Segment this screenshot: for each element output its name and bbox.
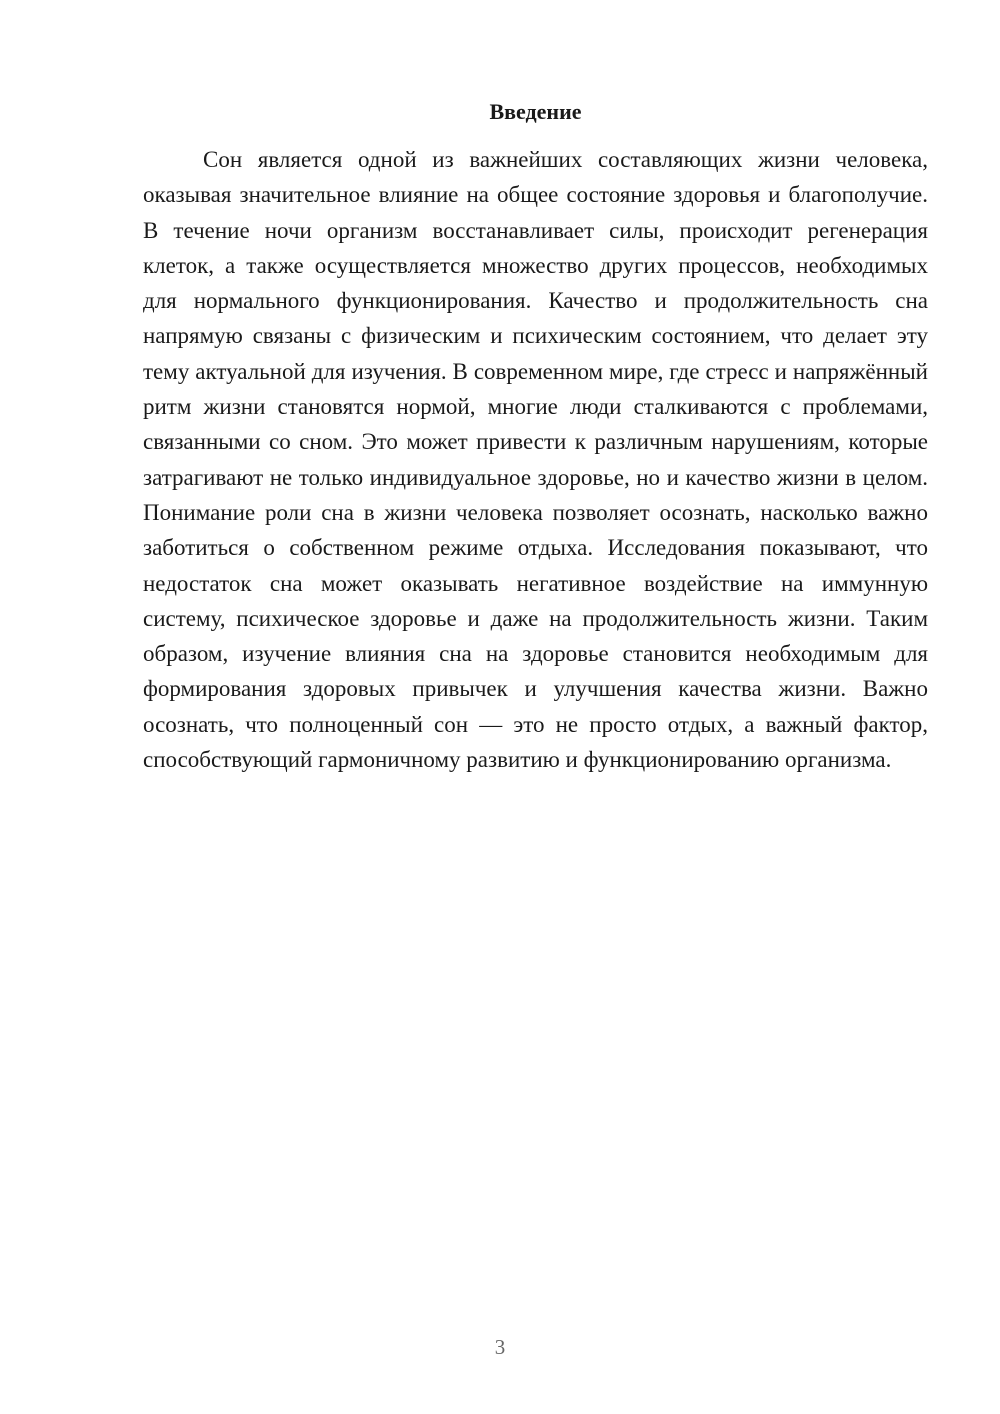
section-heading: Введение — [489, 99, 582, 124]
body-paragraph: Сон является одной из важнейших составляющих жизни человека, оказывая значительное влияние на общее состояние здоровья и благополучие. В течение ночи организм восстанавливает силы, происходит регенерация клеток, а также осуществляется множество других процессов, необходимых для нормального функционирования. Качество и продолжительность сна напрямую связаны с физическим и психическим состоянием, что делает эту тему актуальной для изучения. В современном мире, где стресс и напряжённый ритм жизни становятся нормой, многие люди сталкиваются с проблемами, связанными со сном. Это может привести к различным нарушениям, которые затрагивают не только индивидуальное здоровье, но и качество жизни в целом. Понимание роли сна в жизни человека позволяет осознать, насколько важно заботиться о собственном режиме отдыха. Исследования показывают, что недостаток сна может оказывать негативное воздействие на иммунную систему, психическое здоровье и даже на продолжительность жизни. Таким образом, изучение влияния сна на здоровье становится необходимым для формирования здоровых привычек и улучшения качества жизни. Важно осознать, что полноценный сон — это не просто отдых, а важный фактор, способствующий гармоничному развитию и функционированию организма. — [143, 147, 928, 773]
page-number: 3 — [494, 1335, 506, 1359]
